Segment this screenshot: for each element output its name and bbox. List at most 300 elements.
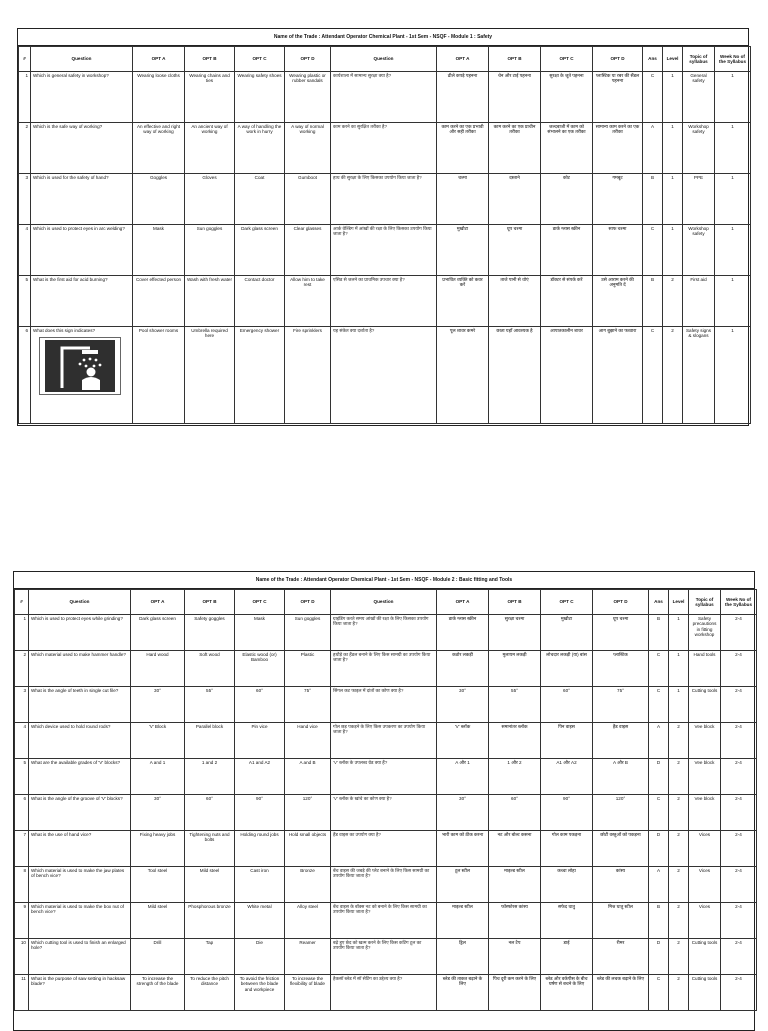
column-header: Question (31, 47, 133, 72)
option-d-hindi: प्लास्टिक या रबर की सैंडल पहनना (593, 72, 643, 123)
question-text-hindi: आर्क वेल्डिंग में आंखों की रक्षा के लिए किसका उपयोग किया जाता है? (331, 225, 437, 276)
option-a: Wearing loose cloths (133, 72, 185, 123)
question-text: Which is used for the safety of hand? (31, 174, 133, 225)
answer: B (643, 174, 663, 225)
column-header: OPT A (133, 47, 185, 72)
question-text: What does this sign indicates? (31, 327, 133, 424)
question-text: Which material used to make hammer handle? (29, 651, 131, 687)
option-b: Mild steel (185, 867, 235, 903)
week-number: 2-4 (721, 651, 757, 687)
emergency-shower-sign-icon (39, 337, 121, 395)
question-text-hindi: यह संकेत क्या दर्शाता है? (331, 327, 437, 424)
option-a-hindi: 'V' ब्लॉक (437, 723, 489, 759)
option-d-hindi: कांस्य (593, 867, 649, 903)
option-d: Allow him to take rest (285, 276, 331, 327)
option-a: Mild steel (131, 903, 185, 939)
question-text: Which material is used to make the box nut of bench vice? (29, 903, 131, 939)
option-b: Parallel block (185, 723, 235, 759)
table-row (19, 72, 751, 123)
topic: Workshop safety (683, 225, 715, 276)
answer: D (649, 831, 669, 867)
topic: Safety signs & slogans (683, 327, 715, 424)
answer: C (649, 687, 669, 723)
option-b: Sun goggles (185, 225, 235, 276)
option-a: 'V' Block (131, 723, 185, 759)
question-number: 5 (19, 276, 31, 327)
answer: B (649, 615, 669, 651)
option-b: Umbrella required here (185, 327, 235, 424)
answer: C (649, 651, 669, 687)
question-text-hindi: गोल छड़ पकड़ने के लिए किस उपकरण का उपयोग किया जाता है? (331, 723, 437, 759)
option-b: 55° (185, 687, 235, 723)
topic: First aid (683, 276, 715, 327)
option-d: Reamer (285, 939, 331, 975)
column-header: OPT D (593, 590, 649, 615)
option-d: 75° (285, 687, 331, 723)
topic: Vee block (689, 723, 721, 759)
option-d: Sun goggles (285, 615, 331, 651)
option-c-hindi: डाई (541, 939, 593, 975)
level: 1 (663, 123, 683, 174)
column-header: Question (331, 590, 437, 615)
column-header: OPT C (541, 590, 593, 615)
table-row (15, 795, 757, 831)
level: 2 (663, 327, 683, 424)
question-number: 5 (15, 759, 29, 795)
column-header: OPT C (235, 47, 285, 72)
question-text: What is the use of hand vice? (29, 831, 131, 867)
week-number: 2-4 (721, 687, 757, 723)
table-row (15, 975, 757, 1011)
option-c-hindi: गोल काम पकड़ना (541, 831, 593, 867)
option-c-hindi: पिन वाइस (541, 723, 593, 759)
level: 1 (669, 615, 689, 651)
question-text-hindi: एसिड से जलने का प्राथमिक उपचार क्या है? (331, 276, 437, 327)
week-number: 2-4 (721, 975, 757, 1011)
table-row (15, 759, 757, 795)
question-number: 7 (15, 831, 29, 867)
option-b-hindi: माइल्ड स्टील (489, 867, 541, 903)
option-c-hindi: कच्चा लोहा (541, 867, 593, 903)
question-number: 4 (15, 723, 29, 759)
option-b-hindi: 55° (489, 687, 541, 723)
option-d-hindi: साफ चश्मा (593, 225, 643, 276)
table-row (15, 939, 757, 975)
option-b-hindi: दस्ताने (489, 174, 541, 225)
week-number: 2-4 (721, 867, 757, 903)
table-row (15, 831, 757, 867)
option-a: 30° (131, 795, 185, 831)
option-c: 90° (235, 795, 285, 831)
option-b-hindi: नल टैप (489, 939, 541, 975)
option-a-hindi: 30° (437, 687, 489, 723)
question-text: Which is used to protect eyes in arc welding? (31, 225, 133, 276)
option-a-hindi: टूल स्टील (437, 867, 489, 903)
level: 2 (663, 276, 683, 327)
answer: C (643, 327, 663, 424)
answer: D (649, 939, 669, 975)
column-header: # (19, 47, 31, 72)
option-a: Cover effected person (133, 276, 185, 327)
option-a: An effective and right way of working (133, 123, 185, 174)
question-text-hindi: बढ़े हुए छेद को खत्म करने के लिए किस कटिंग टूल का उपयोग किया जाता है? (331, 939, 437, 975)
option-a: 30° (131, 687, 185, 723)
question-text-hindi: बेंच वाइस के बॉक्स नट को बनाने के लिए किस सामग्री का उपयोग किया जाता है? (331, 903, 437, 939)
topic: Vee block (689, 759, 721, 795)
option-d: Hold small objects (285, 831, 331, 867)
option-d-hindi: गमबूट (593, 174, 643, 225)
table-row (15, 903, 757, 939)
column-header: OPT B (185, 590, 235, 615)
topic: Vee block (689, 795, 721, 831)
option-a-hindi: ब्लेड की ताकत बढ़ाने के लिए (437, 975, 489, 1011)
option-c: 60° (235, 687, 285, 723)
question-text-hindi: काम करने का सुरक्षित तरीका है? (331, 123, 437, 174)
level: 1 (663, 225, 683, 276)
option-b: An ancient way of working (185, 123, 235, 174)
option-c: Holding round jobs (235, 831, 285, 867)
option-b: Wash with fresh water (185, 276, 235, 327)
module2-sheet (13, 571, 755, 1031)
level: 2 (669, 795, 689, 831)
column-header: OPT C (541, 47, 593, 72)
topic: PPE (683, 174, 715, 225)
column-header: OPT D (593, 47, 643, 72)
answer: C (643, 225, 663, 276)
option-c-hindi: 60° (541, 687, 593, 723)
option-a: Dark glass screen (131, 615, 185, 651)
question-text-hindi: हथौड़े का हैंडल बनाने के लिए किस सामग्री का उपयोग किया जाता है? (331, 651, 437, 687)
level: 2 (669, 831, 689, 867)
module1-sheet (17, 28, 749, 426)
option-c: Elastic wood (or) Bamboo (235, 651, 285, 687)
option-c: White metal (235, 903, 285, 939)
option-a-hindi: माइल्ड स्टील (437, 903, 489, 939)
option-d-hindi: रीमर (593, 939, 649, 975)
answer: A (649, 867, 669, 903)
question-text-hindi: 'V' ब्लॉक के उपलब्ध ग्रेड क्या हैं? (331, 759, 437, 795)
question-text-hindi: हैकसॉ ब्लेड में सॉ सेटिंग का उद्देश्य क्या है? (331, 975, 437, 1011)
option-d: Plastic (285, 651, 331, 687)
question-number: 4 (19, 225, 31, 276)
question-number: 10 (15, 939, 29, 975)
column-header: Ans (643, 47, 663, 72)
column-header: OPT B (489, 47, 541, 72)
option-a: Hard wood (131, 651, 185, 687)
question-text-hindi: कार्यशाला में सामान्य सुरक्षा क्या है? (331, 72, 437, 123)
question-number: 3 (19, 174, 31, 225)
option-a: Pool shower rooms (133, 327, 185, 424)
answer: C (649, 795, 669, 831)
answer: B (649, 903, 669, 939)
option-b-hindi: समानांतर ब्लॉक (489, 723, 541, 759)
option-b-hindi: सुरक्षा चश्मा (489, 615, 541, 651)
option-c-hindi: सुरक्षा के जूते पहनना (541, 72, 593, 123)
question-text-hindi: ग्राइंडिंग करते समय आंखों की रक्षा के लिए किसका उपयोग किया जाता है? (331, 615, 437, 651)
option-a-hindi: काम करने का एक प्रभावी और सही तरीका (437, 123, 489, 174)
question-text-hindi: 'V' ब्लॉक के खांचे का कोण क्या है? (331, 795, 437, 831)
question-text: Which device used to hold round rods? (29, 723, 131, 759)
topic: Cutting tools (689, 975, 721, 1011)
option-b-hindi: 1 और 2 (489, 759, 541, 795)
option-d: Gumboot (285, 174, 331, 225)
option-b-hindi: फॉस्फोरस कांस्य (489, 903, 541, 939)
option-c: Die (235, 939, 285, 975)
week-number: 2-4 (721, 831, 757, 867)
level: 1 (669, 687, 689, 723)
level: 2 (669, 903, 689, 939)
question-number: 2 (15, 651, 29, 687)
question-number: 11 (15, 975, 29, 1011)
question-number: 2 (19, 123, 31, 174)
option-a: Drill (131, 939, 185, 975)
option-b-hindi: मुलायम लकड़ी (489, 651, 541, 687)
option-b-hindi: नट और बोल्ट कसना (489, 831, 541, 867)
option-d-hindi: ब्लेड की लचक बढ़ाने के लिए (593, 975, 649, 1011)
option-a-hindi: प्रभावित व्यक्ति को कवर करें (437, 276, 489, 327)
option-a-hindi: मुखौटा (437, 225, 489, 276)
option-d: 120° (285, 795, 331, 831)
question-text-hindi: हाथ की सुरक्षा के लिए किसका उपयोग किया जाता है? (331, 174, 437, 225)
question-text: Which cutting tool is used to finish an enlarged hole? (29, 939, 131, 975)
week-number: 2-4 (721, 903, 757, 939)
option-b: Safety goggles (185, 615, 235, 651)
option-d-hindi: A और B (593, 759, 649, 795)
option-c: A1 and A2 (235, 759, 285, 795)
option-b: Gloves (185, 174, 235, 225)
column-header: Topic of syllabus (683, 47, 715, 72)
table-row (19, 225, 751, 276)
table-row (19, 123, 751, 174)
column-header: Question (29, 590, 131, 615)
option-b: Tightening nuts and bolts (185, 831, 235, 867)
option-c-hindi: लोचदार लकड़ी (या) बांस (541, 651, 593, 687)
option-c-hindi: आपातकालीन शावर (541, 327, 593, 424)
option-a-hindi: डार्क ग्लास स्क्रीन (437, 615, 489, 651)
option-a-hindi: पूल शावर कमरे (437, 327, 489, 424)
question-number: 1 (19, 72, 31, 123)
topic: Cutting tools (689, 687, 721, 723)
option-d-hindi: मिश्र धातु स्टील (593, 903, 649, 939)
question-text: What is the angle of the groove of 'V' blocks? (29, 795, 131, 831)
answer: C (649, 975, 669, 1011)
option-a-hindi: ढीले कपड़े पहनना (437, 72, 489, 123)
option-b: Soft wood (185, 651, 235, 687)
topic: Safety precautions in fitting workshop (689, 615, 721, 651)
option-c: Cast iron (235, 867, 285, 903)
week-number: 1 (715, 123, 751, 174)
option-a-hindi: कठोर लकड़ी (437, 651, 489, 687)
option-c: To avoid the friction between the blade and workpiece (235, 975, 285, 1011)
option-d: Fire sprinklers (285, 327, 331, 424)
week-number: 1 (715, 276, 751, 327)
option-d-hindi: उसे आराम करने की अनुमति दें (593, 276, 643, 327)
option-d: A way of normal working (285, 123, 331, 174)
module2-title: Name of the Trade : Attendant Operator Chemical Plant - 1st Sem - NSQF - Module 2 : Basic fitting and Tools (14, 572, 754, 589)
level: 2 (669, 723, 689, 759)
table-row (19, 276, 751, 327)
option-c-hindi: ब्लेड और वर्कपीस के बीच घर्षण से बचने के लिए (541, 975, 593, 1011)
option-b: 60° (185, 795, 235, 831)
answer: C (643, 72, 663, 123)
level: 2 (669, 975, 689, 1011)
option-d: Hand vice (285, 723, 331, 759)
table-row (15, 651, 757, 687)
option-d: Bronze (285, 867, 331, 903)
table-header-row (19, 47, 751, 72)
week-number: 1 (715, 327, 751, 424)
column-header: Week No of the Syllabus (721, 590, 757, 615)
option-a: To increase the strength of the blade (131, 975, 185, 1011)
level: 1 (663, 72, 683, 123)
topic: Cutting tools (689, 939, 721, 975)
week-number: 2-4 (721, 795, 757, 831)
option-b: Tap (185, 939, 235, 975)
question-text-hindi: हैंड वाइस का उपयोग क्या है? (331, 831, 437, 867)
option-c: Pin vice (235, 723, 285, 759)
question-text: What is the first aid for acid burning? (31, 276, 133, 327)
option-d-hindi: धूप चश्मा (593, 615, 649, 651)
topic: General safety (683, 72, 715, 123)
column-header: Topic of syllabus (689, 590, 721, 615)
question-text: What is the purpose of saw setting in hacksaw blade? (29, 975, 131, 1011)
question-text: What is the angle of teeth in single cut file? (29, 687, 131, 723)
option-d-hindi: प्लास्टिक (593, 651, 649, 687)
answer: B (643, 276, 663, 327)
table-row (15, 867, 757, 903)
module1-title: Name of the Trade : Attendant Operator Chemical Plant - 1st Sem - NSQF - Module 1 : Safety (18, 29, 748, 46)
question-text-hindi: सिंगल कट फाइल में दांतों का कोण क्या है? (331, 687, 437, 723)
option-d: Wearing plastic or rubber sandals (285, 72, 331, 123)
answer: A (643, 123, 663, 174)
option-d-hindi: 120° (593, 795, 649, 831)
column-header: OPT A (437, 47, 489, 72)
option-c-hindi: सफेद धातु (541, 903, 593, 939)
option-b-hindi: 60° (489, 795, 541, 831)
option-c: Wearing safety shoes (235, 72, 285, 123)
table-row (15, 687, 757, 723)
week-number: 1 (715, 72, 751, 123)
topic: Vices (689, 831, 721, 867)
week-number: 2-4 (721, 759, 757, 795)
option-a-hindi: 30° (437, 795, 489, 831)
option-d: To increase the flexibility of blade (285, 975, 331, 1011)
week-number: 2-4 (721, 615, 757, 651)
table-row (19, 327, 751, 424)
option-a: A and 1 (131, 759, 185, 795)
option-d-hindi: 75° (593, 687, 649, 723)
option-a: Tool steel (131, 867, 185, 903)
option-c-hindi: मुखौटा (541, 615, 593, 651)
column-header: OPT B (489, 590, 541, 615)
question-number: 1 (15, 615, 29, 651)
answer: A (649, 723, 669, 759)
question-number: 6 (19, 327, 31, 424)
option-a: Goggles (133, 174, 185, 225)
question-text: Which is used to protect eyes while grinding? (29, 615, 131, 651)
question-text: What are the available grades of 'V' blocks? (29, 759, 131, 795)
column-header: OPT A (437, 590, 489, 615)
option-b-hindi: छाता यहाँ आवश्यक है (489, 327, 541, 424)
option-a: Fixing heavy jobs (131, 831, 185, 867)
week-number: 1 (715, 174, 751, 225)
option-a-hindi: ड्रिल (437, 939, 489, 975)
question-text: Which material is used to make the jaw plates of bench vice? (29, 867, 131, 903)
option-c: Mask (235, 615, 285, 651)
level: 2 (669, 759, 689, 795)
option-b-hindi: काम करने का एक प्राचीन तरीका (489, 123, 541, 174)
week-number: 2-4 (721, 939, 757, 975)
option-c-hindi: 90° (541, 795, 593, 831)
option-d-hindi: हैंड वाइस (593, 723, 649, 759)
option-b: 1 and 2 (185, 759, 235, 795)
question-number: 9 (15, 903, 29, 939)
option-d: A and B (285, 759, 331, 795)
option-c-hindi: डार्क ग्लास स्क्रीन (541, 225, 593, 276)
question-text: Which is the safe way of working? (31, 123, 133, 174)
level: 2 (669, 939, 689, 975)
topic: Vices (689, 903, 721, 939)
option-b-hindi: धूप चश्मा (489, 225, 541, 276)
option-d: Alloy steel (285, 903, 331, 939)
question-number: 8 (15, 867, 29, 903)
column-header: OPT C (235, 590, 285, 615)
option-a: Mask (133, 225, 185, 276)
column-header: # (15, 590, 29, 615)
week-number: 1 (715, 225, 751, 276)
option-b: Phosphorous bronze (185, 903, 235, 939)
option-a-hindi: भारी काम को ठीक करना (437, 831, 489, 867)
level: 2 (669, 867, 689, 903)
option-b: Wearing chains and ties (185, 72, 235, 123)
topic: Hand tools (689, 651, 721, 687)
question-number: 3 (15, 687, 29, 723)
topic: Workshop safety (683, 123, 715, 174)
column-header: Question (331, 47, 437, 72)
level: 1 (663, 174, 683, 225)
column-header: Level (669, 590, 689, 615)
option-c: Dark glass screen (235, 225, 285, 276)
option-d-hindi: छोटी वस्तुओं को पकड़ना (593, 831, 649, 867)
topic: Vices (689, 867, 721, 903)
option-c: Emergency shower (235, 327, 285, 424)
option-b-hindi: चेन और टाई पहनना (489, 72, 541, 123)
column-header: OPT B (185, 47, 235, 72)
module1-table (18, 46, 751, 424)
column-header: Week No of the Syllabus (715, 47, 751, 72)
answer: D (649, 759, 669, 795)
option-a-hindi: चश्मा (437, 174, 489, 225)
option-c: Coat (235, 174, 285, 225)
table-row (15, 723, 757, 759)
option-c-hindi: डॉक्टर से संपर्क करें (541, 276, 593, 327)
option-b-hindi: पिच दूरी कम करने के लिए (489, 975, 541, 1011)
question-text-hindi: बेंच वाइस की जबड़े की प्लेट बनाने के लिए किस सामग्री का उपयोग किया जाता है? (331, 867, 437, 903)
level: 1 (669, 651, 689, 687)
week-number: 2-4 (721, 723, 757, 759)
option-c-hindi: कोट (541, 174, 593, 225)
option-c: A way of handling the work in hurry (235, 123, 285, 174)
table-row (15, 615, 757, 651)
question-number: 6 (15, 795, 29, 831)
column-header: OPT D (285, 590, 331, 615)
option-c: Contact doctor (235, 276, 285, 327)
column-header: Ans (649, 590, 669, 615)
option-c-hindi: A1 और A2 (541, 759, 593, 795)
option-a-hindi: A और 1 (437, 759, 489, 795)
option-c-hindi: जल्दबाजी में काम को संभालने का एक तरीका (541, 123, 593, 174)
option-d-hindi: आग बुझाने का फव्वारा (593, 327, 643, 424)
